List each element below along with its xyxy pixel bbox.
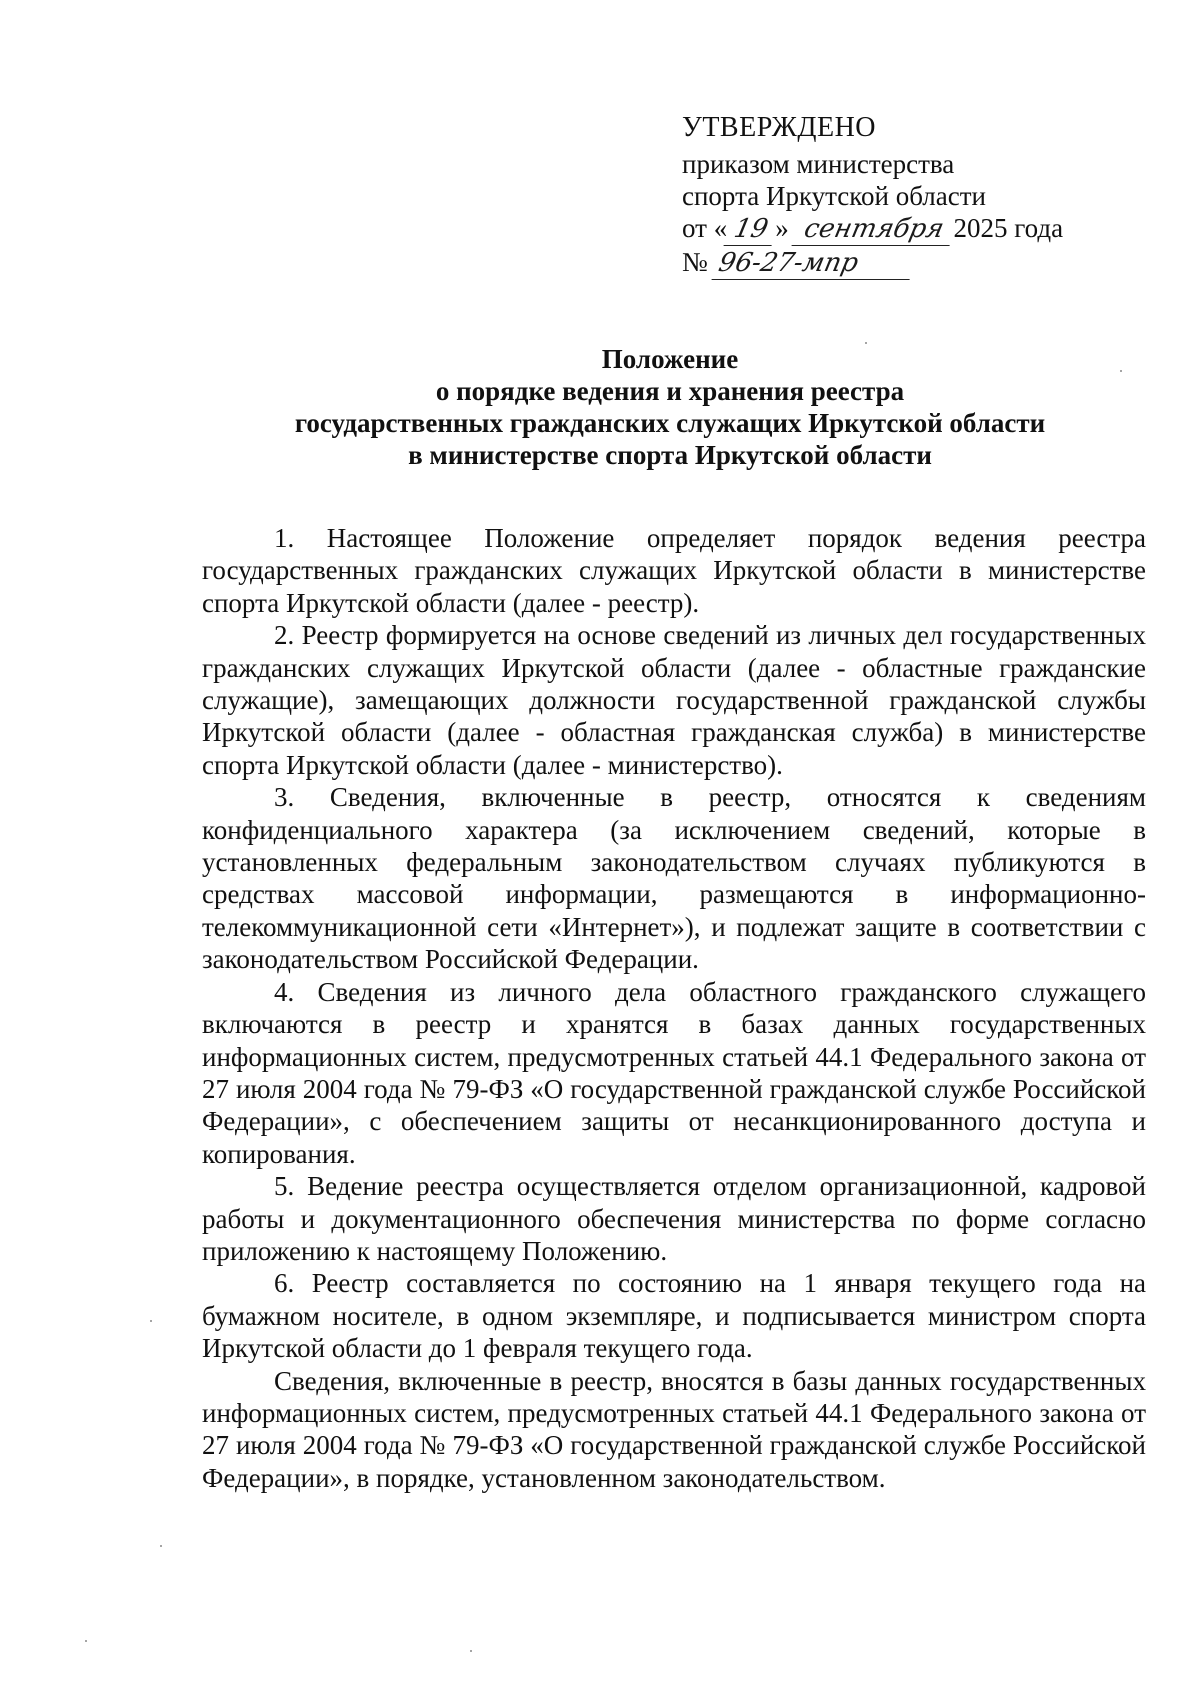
approval-line-1: приказом министерства <box>682 149 955 179</box>
title-line-3: государственных гражданских служащих Иркутской области <box>294 408 1046 438</box>
date-prefix: от « <box>682 213 728 243</box>
document-title <box>200 343 1140 471</box>
title-line-4: в министерстве спорта Иркутской области <box>408 440 932 470</box>
paragraph-5: 5. Ведение реестра осуществляется отделом организационной, кадровой работы и документационного обеспечения министерства по форме согласно приложению к настоящему Положению. <box>202 1171 1146 1266</box>
approval-heading: УТВЕРЖДЕНО <box>682 112 877 143</box>
paragraph-7: Сведения, включенные в реестр, вносятся в базы данных государственных информационных систем, предусмотренных статьей 44.1 Федерального закона от 27 июля 2004 года № 79-ФЗ «О государственной гражданской службе Российской Федерации», в порядке, установленном законодательством. <box>202 1365 1146 1493</box>
scan-speck <box>1120 370 1122 372</box>
paragraph-3: 3. Сведения, включенные в реестр, относятся к сведениям конфиденциального характера (за исключением сведений, которые в установленных федеральным законодательством случаях публикуются в средствах массовой информации, размещаются в информационно-телекоммуникационной сети «Интернет»), и подлежат защите в соответствии с законодательством Российской Федерации. <box>202 782 1146 975</box>
approval-number <box>682 246 1122 280</box>
paragraph-4: 4. Сведения из личного дела областного гражданского служащего включаются в реестр и хранятся в базах данных государственных информационных систем, предусмотренных статьей 44.1 Федерального закона от 27 июля 2004 года № 79-ФЗ «О государственной гражданской службе Российской Федерации», с обеспечением защиты от несанкционированного доступа и копирования. <box>202 976 1146 1169</box>
handwritten-day: 19 <box>724 213 779 246</box>
date-mid: » <box>775 213 789 243</box>
scan-speck <box>150 1320 152 1322</box>
date-suffix: 2025 года <box>953 213 1064 243</box>
number-prefix: № <box>682 247 708 277</box>
approval-line-2: спорта Иркутской области <box>682 181 986 211</box>
handwritten-month: сентября <box>792 213 957 246</box>
paragraph-6: 6. Реестр составляется по состоянию на 1 января текущего года на бумажном носителе, в одном экземпляре, и подписывается министром спорта Иркутской области до 1 февраля текущего года. <box>202 1268 1146 1364</box>
paragraph-2: 2. Реестр формируется на основе сведений из личных дел государственных гражданских служащих Иркутской области (далее - областные гражданские служащие), замещающих должности государственной гражданской службы Иркутской области (далее - областная гражданская служба) в министерстве спорта Иркутской области (далее - министерство). <box>202 620 1146 780</box>
title-line-1: Положение <box>601 344 739 374</box>
paragraph-1: 1. Настоящее Положение определяет порядок ведения реестра государственных гражданских служащих Иркутской области в министерстве спорта Иркутской области (далее - реестр). <box>202 523 1146 618</box>
title-line-2: о порядке ведения и хранения реестра <box>435 376 905 406</box>
scan-speck <box>160 1545 162 1547</box>
approval-block <box>682 112 1122 280</box>
scan-speck <box>85 1640 87 1642</box>
scan-speck <box>470 1650 472 1652</box>
handwritten-number: 96-27-мпр <box>711 247 916 280</box>
scan-speck <box>865 342 867 344</box>
approval-date <box>682 212 1122 246</box>
document-body <box>202 522 1146 1494</box>
